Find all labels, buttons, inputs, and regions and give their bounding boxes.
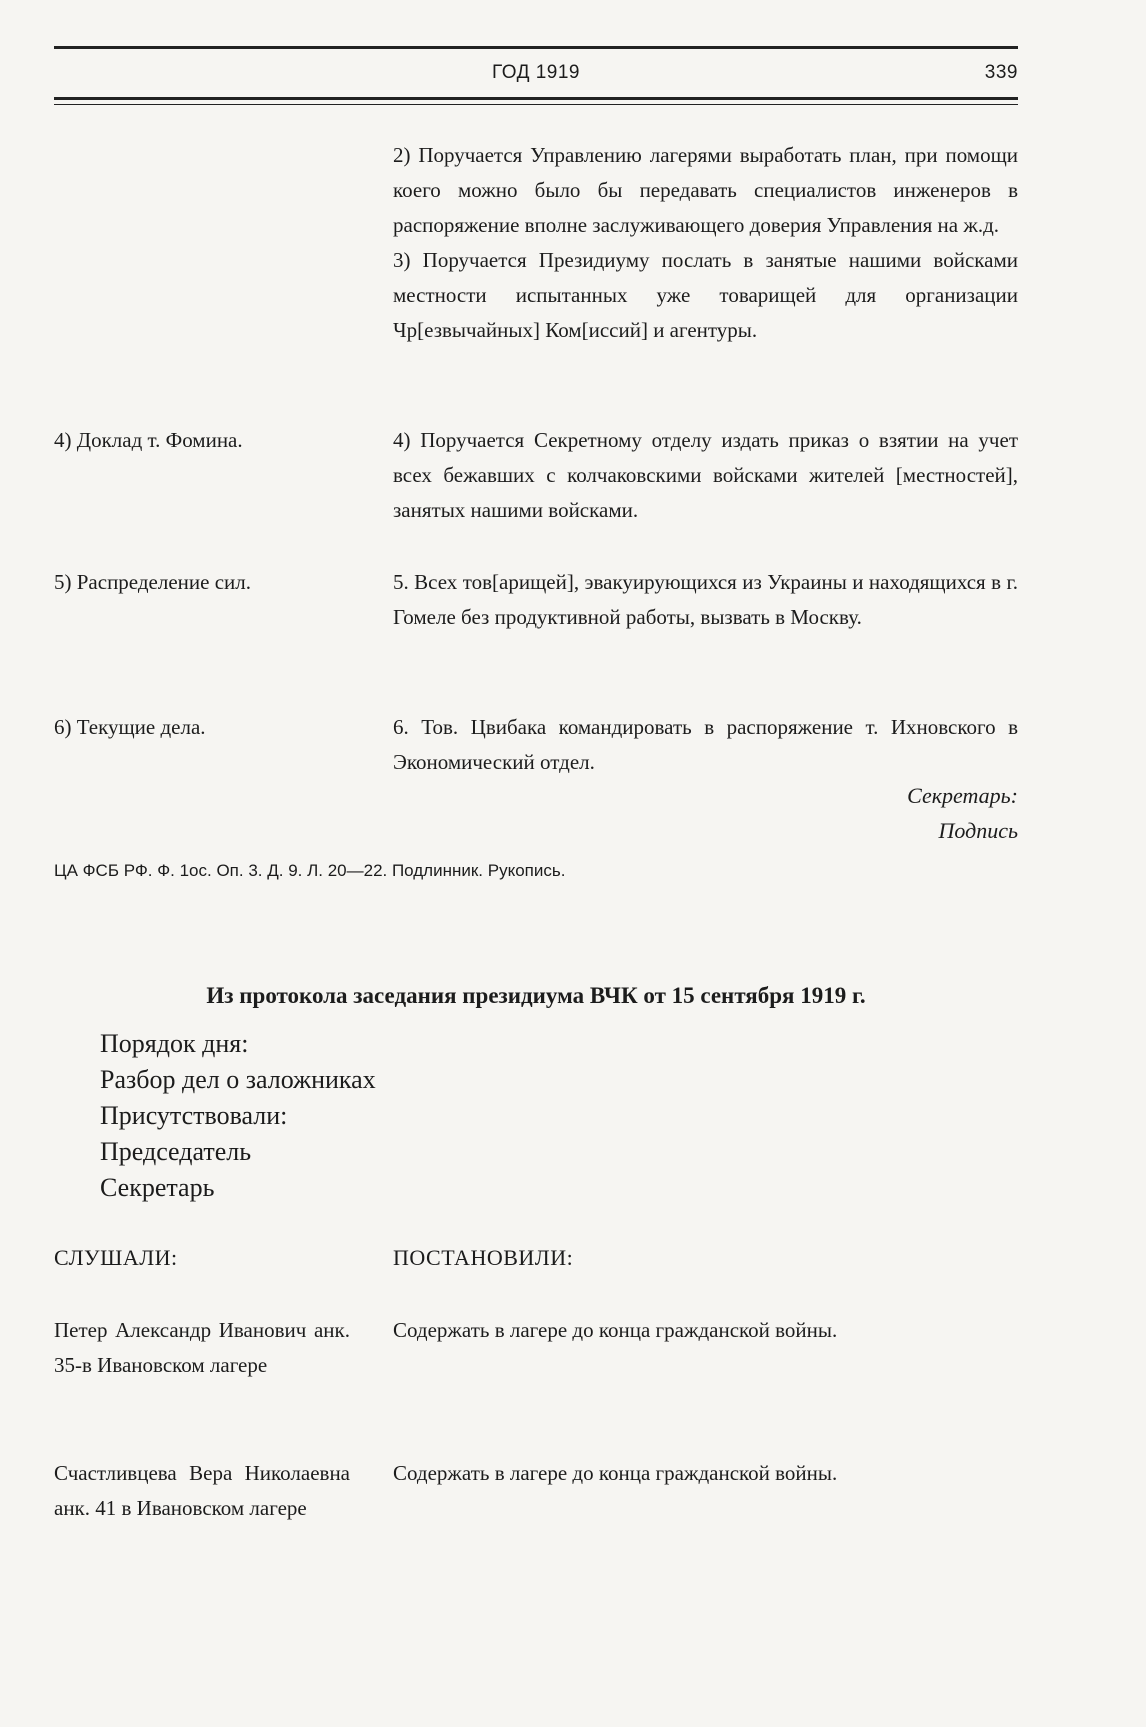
agenda-line: Секретарь — [100, 1173, 215, 1202]
decision-paragraph: 6. Тов. Цвибака командировать в распоряжение т. Ихновского в Экономический отдел. — [393, 715, 1018, 774]
decision-column — [393, 423, 1018, 528]
decision-column — [393, 138, 1018, 348]
agenda-line: Председатель — [100, 1137, 252, 1166]
case-decision: Содержать в лагере до конца гражданской войны. — [393, 1318, 838, 1342]
running-header — [54, 46, 1018, 105]
header-rule-bottom — [54, 97, 1018, 100]
decided-heading: ПОСТАНОВИЛИ: — [393, 1245, 574, 1270]
decision-paragraph: 5. Всех тов[арищей], эвакуирующихся из Украины и находящихся в г. Гомеле без продуктивной работы, вызвать в Москву. — [393, 570, 1018, 629]
agenda-line: Порядок дня: — [100, 1029, 249, 1058]
case-decision: Содержать в лагере до конца гражданской войны. — [393, 1461, 838, 1485]
header-year: ГОД 1919 — [492, 62, 580, 83]
signature-title: Секретарь: — [907, 783, 1018, 808]
case-person: Петер Александр Иванович анк. 35-в Ивановском лагере — [54, 1318, 350, 1377]
header-rule-bottom-thin — [54, 104, 1018, 105]
agenda-item-label: 6) Текущие дела. — [54, 715, 206, 739]
agenda-item-label: 4) Доклад т. Фомина. — [54, 428, 243, 452]
heard-heading: СЛУШАЛИ: — [54, 1245, 178, 1270]
decision-paragraph: 4) Поручается Секретному отделу издать приказ о взятии на учет всех бежавших с колчаковскими войсками жителей [местностей], занятых нашими войсками. — [393, 428, 1018, 522]
decision-column — [393, 565, 1018, 635]
signature: Подпись — [938, 818, 1018, 843]
agenda-line: Присутствовали: — [100, 1101, 288, 1130]
decision-paragraph: 3) Поручается Президиуму послать в занятые нашими войсками местности испытанных уже товарищей для организации Чр[езвычайных] Ком[иссий] и агентуры. — [393, 248, 1018, 342]
header-row — [54, 49, 1018, 97]
decision-column — [393, 710, 1018, 780]
agenda-block — [100, 1026, 376, 1206]
archive-source-note: ЦА ФСБ РФ. Ф. 1ос. Оп. 3. Д. 9. Л. 20—22. Подлинник. Рукопись. — [54, 861, 566, 880]
case-person: Счастливцева Вера Николаевна анк. 41 в Ивановском лагере — [54, 1461, 350, 1520]
agenda-line: Разбор дел о заложниках — [100, 1065, 376, 1094]
protocol-title: Из протокола заседания президиума ВЧК от 15 сентября 1919 г. — [206, 983, 866, 1008]
agenda-item-label: 5) Распределение сил. — [54, 570, 251, 594]
decision-paragraph: 2) Поручается Управлению лагерями выработать план, при помощи коего можно было бы передавать специалистов инженеров в распоряжение вполне заслуживающего доверия Управления на ж.д. — [393, 143, 1018, 237]
page-number: 339 — [984, 62, 1018, 83]
